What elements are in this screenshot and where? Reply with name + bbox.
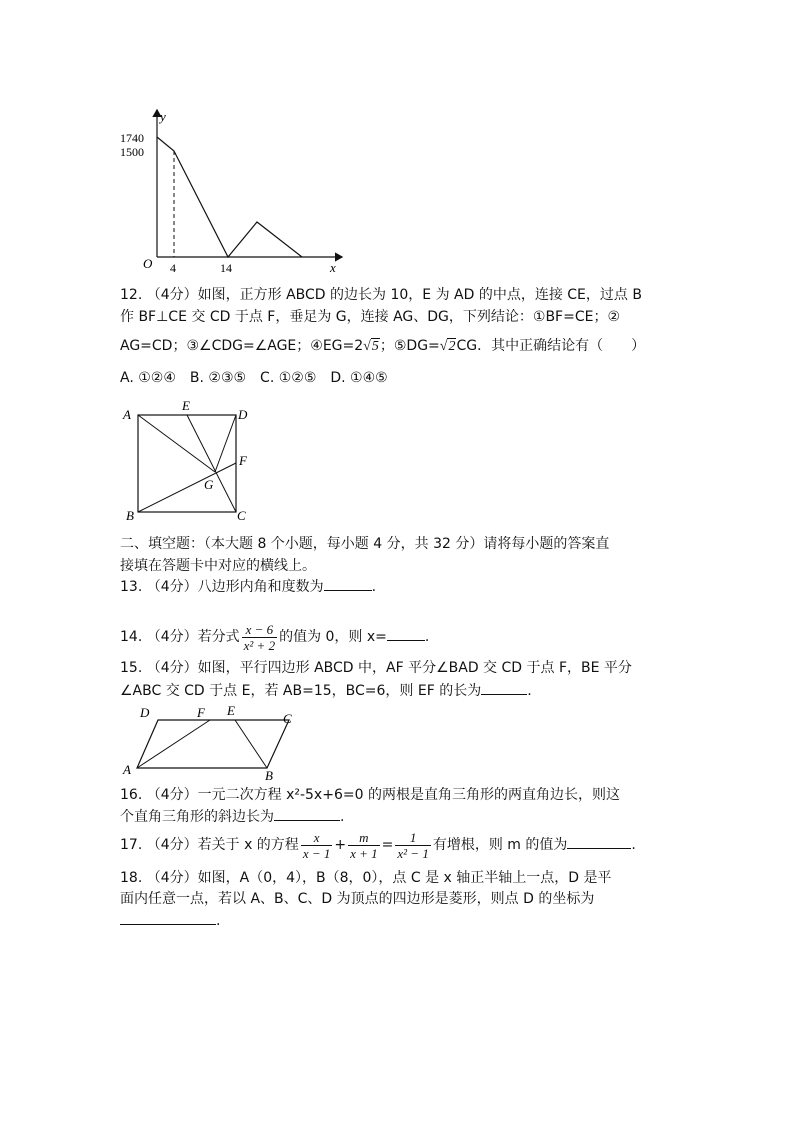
- q17-pre: 17. （4分）若关于 x 的方程: [120, 837, 299, 853]
- y-tick-1500: 1500: [120, 145, 144, 159]
- q12-line3: [120, 336, 645, 357]
- label-D: D: [238, 407, 248, 422]
- section2-line1: 二、填空题：（本大题 8 个小题，每小题 4 分，共 32 分）请将每小题的答案直: [120, 536, 610, 552]
- label-E: E: [182, 398, 190, 413]
- q15-end: .: [527, 683, 532, 699]
- label-C: C: [237, 508, 246, 523]
- label-B: B: [265, 768, 273, 783]
- q17-plus: +: [334, 837, 347, 853]
- q17-end: .: [631, 837, 636, 853]
- label-A: A: [123, 407, 131, 422]
- q16-end: .: [340, 809, 345, 825]
- q14: [120, 618, 429, 656]
- q12-line2: 作 BF⊥CE 交 CD 于点 F，垂足为 G，连接 AG、DG，下列结论：①BF=CE；②: [120, 309, 620, 325]
- label-F: F: [197, 705, 205, 720]
- parallelogram-figure: [115, 700, 315, 782]
- q12-line1: 12. （4分）如图，正方形 ABCD 的边长为 10，E 为 AD 的中点，连接 CE，过点 B: [120, 287, 642, 303]
- section2-line2: 接填在答题卡中对应的横线上。: [120, 558, 316, 574]
- q18-end: .: [216, 913, 221, 929]
- q16-line1: 16. （4分）一元二次方程 x²-5x+6=0 的两根是直角三角形的两直角边长，则这: [120, 787, 620, 803]
- q14-fraction: $\frac{x - 6}{\text{x² + 2}}$: [243, 621, 276, 653]
- q17-post: 有增根，则 m 的值为: [432, 837, 568, 853]
- q13-answer-blank[interactable]: [324, 576, 372, 591]
- q14-pre: 14. （4分）若分式: [120, 629, 240, 645]
- q17-fraction-2: $\frac{m}{x + 1}$: [350, 829, 378, 861]
- q14-post: 的值为 0，则 x=: [279, 629, 387, 645]
- label-A: A: [123, 762, 131, 777]
- distance-time-graph: [120, 100, 360, 280]
- label-F: F: [239, 453, 247, 468]
- q17-fraction-3: $\frac{1}{\text{x² − 1}}$: [397, 829, 429, 861]
- label-D: D: [140, 705, 150, 720]
- q17: [120, 826, 636, 864]
- q15-line1: 15. （4分）如图，平行四边形 ABCD 中，AF 平分∠BAD 交 CD 于点 F，BE 平分: [120, 660, 632, 676]
- sqrt-2: √2: [439, 339, 456, 354]
- q18-line1: 18. （4分）如图，A（0，4），B（8，0），点 C 是 x 轴正半轴上一点，D 是平: [120, 870, 612, 886]
- q17-answer-blank[interactable]: [567, 834, 631, 849]
- q12-line3-c: CG．其中正确结论有（ ）: [456, 338, 646, 354]
- q18-line3: [120, 910, 220, 931]
- q15-line2: [120, 680, 532, 701]
- q14-end: .: [424, 629, 430, 645]
- q12-options: A. ①②④ B. ②③⑤ C. ①②⑤ D. ①④⑤: [120, 370, 388, 386]
- q16-line2-text: 个直角三角形的斜边长为: [120, 809, 274, 825]
- q13-text: 13. （4分）八边形内角和度数为: [120, 579, 324, 595]
- label-G: G: [204, 477, 214, 492]
- q13-end: .: [371, 579, 377, 595]
- q16-answer-blank[interactable]: [274, 806, 340, 821]
- q13: [120, 576, 376, 597]
- q15-line2-text: ∠ABC 交 CD 于点 E，若 AB=15，BC=6，则 EF 的长为: [120, 683, 482, 699]
- q17-fraction-1: $\frac{x}{x - 1}$: [302, 829, 331, 861]
- label-C: C: [283, 711, 292, 726]
- square-figure: [115, 395, 265, 530]
- label-E: E: [227, 703, 235, 718]
- q15-answer-blank[interactable]: [481, 680, 527, 695]
- q12-line3-a: AG=CD；③∠CDG=∠AGE；④EG=2: [120, 338, 364, 354]
- q12-line3-b: ；⑤DG=: [379, 338, 440, 354]
- x-axis-label: x: [330, 260, 336, 275]
- x-tick-4: 4: [170, 261, 176, 275]
- q18-line2: 面内任意一点，若以 A、B、C、D 为顶点的四边形是菱形，则点 D 的坐标为: [120, 891, 595, 907]
- q14-answer-blank[interactable]: [387, 626, 425, 641]
- y-axis-label: y: [160, 109, 166, 124]
- origin-label: O: [143, 256, 153, 271]
- label-B: B: [126, 508, 134, 523]
- x-tick-14: 14: [220, 261, 232, 275]
- graph-line: [157, 137, 302, 257]
- q16-line2: [120, 806, 344, 827]
- q18-answer-blank[interactable]: [120, 910, 216, 925]
- sqrt-5: √5: [363, 339, 379, 354]
- q17-equals: =: [381, 837, 394, 853]
- y-tick-1740: 1740: [120, 131, 144, 145]
